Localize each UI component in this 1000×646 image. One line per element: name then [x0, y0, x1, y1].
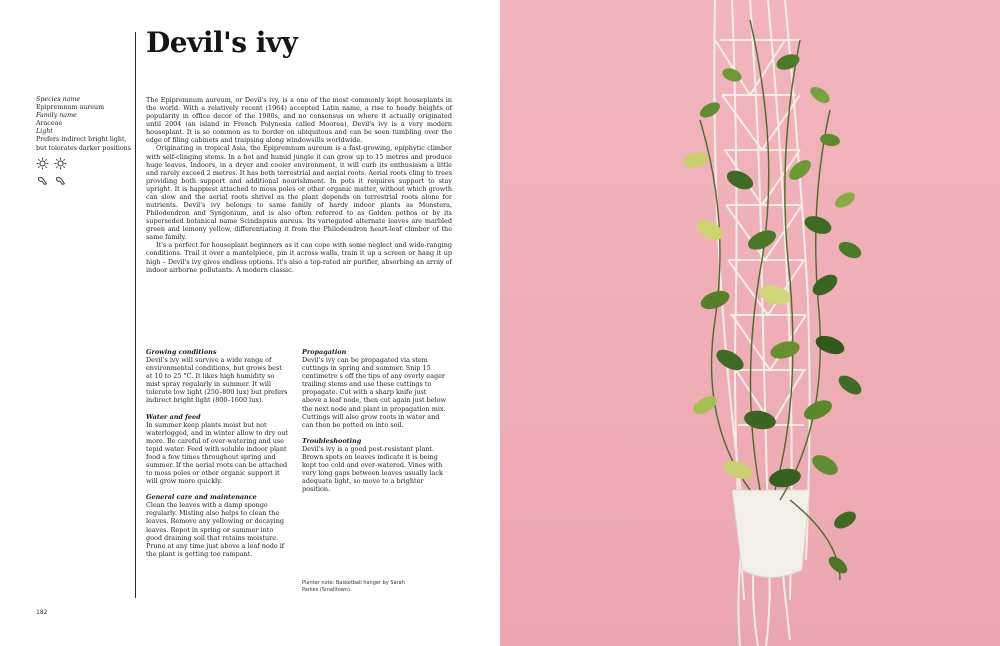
photo-caption: Planter note: Basketball hanger by Sarah Parkes (Smalltown). — [302, 580, 405, 593]
section-general-care — [146, 493, 290, 558]
section-water-and-feed — [146, 413, 290, 486]
page-title: Devil's ivy — [146, 26, 298, 59]
species-label: Species name — [36, 96, 81, 103]
vertical-divider — [135, 32, 136, 598]
family-label: Family name — [36, 112, 77, 120]
species-value: Epipremnum aureum — [36, 104, 105, 112]
care-icons — [36, 174, 132, 187]
sun-icon — [54, 157, 67, 170]
planter-pot — [732, 490, 810, 578]
section-troubleshooting — [302, 437, 446, 494]
section-propagation — [302, 348, 446, 429]
section-body: Devil's ivy is a good pest-resistant plant. Brown spots on leaves indicate it is being kept too cold and over-watered. Vines with very long gaps between leaves usually lack adequate light, so move to a brighter position. — [302, 444, 443, 494]
light-value-line-2: but tolerates darker positions — [36, 144, 131, 152]
family-value: Araceae — [36, 120, 63, 128]
section-growing-conditions — [146, 348, 290, 405]
section-heading: Water and feed — [146, 412, 201, 421]
section-heading: Propagation — [302, 348, 347, 356]
page-number: 182 — [36, 609, 48, 616]
plant-photo — [500, 0, 1000, 646]
watering-can-icon — [54, 174, 67, 187]
section-body: Devil's ivy can be propagated via stem cuttings in spring and summer. Snip 15 centimetre s off the tips of any overly eager trailing stems and use these cuttings to propagate. Cut with a sharp knife just above a leaf node, then cut again just below the next node and plant in propagation mix. Cuttings will also grow roots in water and can then be potted on into soil. — [302, 356, 447, 429]
intro-paragraph-3: It's a perfect for houseplant beginners as it can cope with some neglect and wide-ranging conditions. Trail it over a mantelpiece, pin it across walls, train it up a screen or hang it up high – Devil's ivy gives endless options. It's also a top-rated air purifier, absorbing an array of indoor airborne pollutants. A modern classic. — [146, 241, 452, 274]
hanging-plant-illustration — [500, 0, 1000, 646]
section-heading: Troubleshooting — [302, 436, 362, 445]
section-heading: Growing conditions — [146, 348, 217, 356]
section-heading: General care and maintenance — [146, 493, 257, 502]
watering-can-icon — [36, 174, 49, 187]
plant-facts-sidebar — [36, 96, 132, 187]
intro-text — [146, 96, 452, 274]
light-value-line-1: Prefers indirect bright light, — [36, 136, 127, 144]
section-body: Clean the leaves with a damp sponge regularly. Misting also helps to clean the leaves. Remove any yellowing or decaying leaves. Repot in spring or summer into good draining soil that retains moisture. Prune at any time just above a leaf node if the plant is getting too rampant. — [146, 501, 285, 558]
section-body: Devil's ivy will survive a wide range of environmental conditions, but grows best at 10 to 25 °C. It likes high humidity so mist spray regularly in summer. It will tolerate low light (250–800 lux) but prefers indirect bright light (800–1600 lux). — [146, 356, 288, 405]
intro-paragraph-1: The Epipremnum aureum, or Devil's ivy, is a one of the most commonly kept houseplants in the world. With a relatively recent (1964) accepted Latin name, a rise to heady heights of popularity in office decor of the 1980s, and no consensus on where it actually originated until 2004 (an island in French Polynesia called Moorea), Devil's ivy is a very modern houseplant. It is so common as to border on ubiquitous and can be seen tumbling over the edge of filing cabinets and traipsing along windowsills worldwide. — [146, 96, 452, 145]
light-icons — [36, 157, 132, 170]
sun-icon — [36, 157, 49, 170]
intro-paragraph-2: Originating in tropical Asia, the Epipremnum aureum is a fast-growing, epiphytic climber with self-clinging stems. In a hot and humid jungle it can grow up to 15 metres and produce huge leaves. Indoors, in a dryer and cooler environment, it will curb its enthusiasm a little and rarely exceed 2 metres. It has both terrestrial and aerial roots. Aerial roots cling to trees providing both support and additional nourishment. In pots it requires support to stay upright. It is happiest attached to moss poles or other organic matter, without which growth can slow and the aerial roots shrivel as the plant depends on terrestrial roots alone for nutrients. Devil's ivy belongs to same family of hardy indoor plants as Monstera, Philodendron and Syngonium, and is also often referred to as Golden pothos or by its superseded botanical name Scindapsus aureus. Its variegated alternate leaves are marbled green and lemony yellow, differentiating it from the Philodendron heart-leaf climber of the same family. — [146, 144, 452, 242]
section-body: In summer keep plants moist but not waterlogged, and in winter allow to dry out more. Be careful of over-watering and use tepid water. Feed with soluble indoor plant food a few times throughout spring and summer. If the aerial roots can be attached to moss poles or other organic support it will grow more quickly. — [146, 420, 289, 486]
care-column-right — [302, 348, 446, 501]
care-column-left — [146, 348, 290, 566]
light-label: Light — [36, 128, 53, 136]
